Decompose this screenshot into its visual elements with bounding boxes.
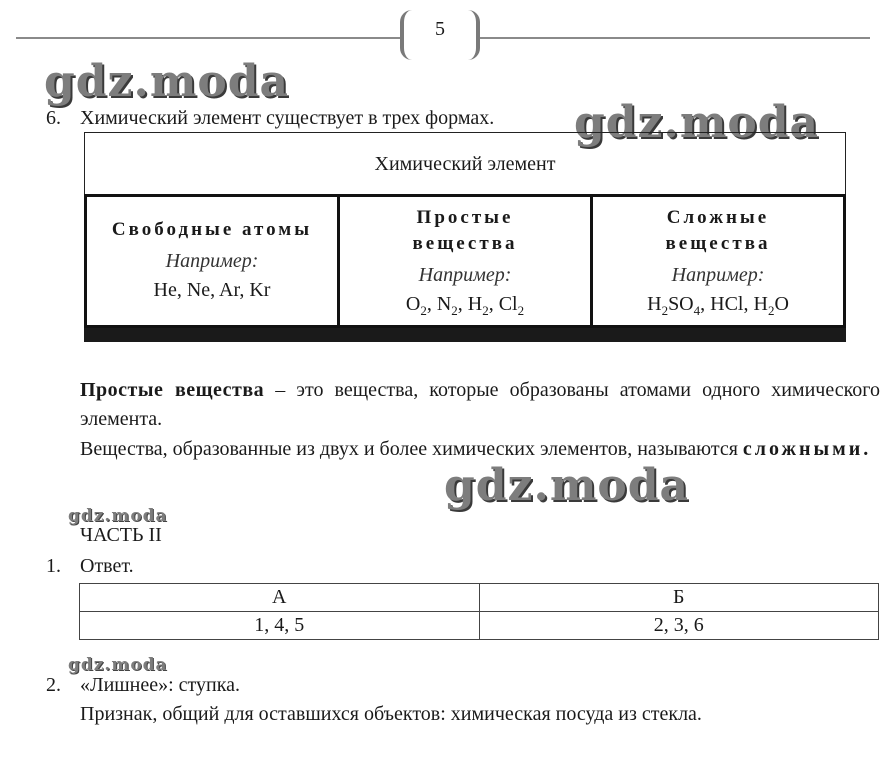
watermark: gdz.moda <box>44 56 290 107</box>
header-rule-right <box>480 37 870 39</box>
definition-simple: Простые вещества – это вещества, которые образованы атомами одного химического элемента. <box>80 379 880 430</box>
scheme-bottom-bar <box>84 328 846 342</box>
watermark: gdz.moda <box>574 97 820 148</box>
cell-example-label: Например: <box>165 250 259 272</box>
definition-complex: Вещества, образованные из двух и более химических элементов, называются сложными. <box>80 438 872 460</box>
watermark: gdz.moda <box>68 506 168 526</box>
term-complex: сложными. <box>742 438 872 460</box>
cell-example-label: Например: <box>418 264 512 286</box>
cell-heading: Простые <box>416 207 514 228</box>
question-text: Ответ. <box>80 555 134 577</box>
header-rule-left <box>16 37 400 39</box>
term-simple: Простые вещества <box>80 379 265 401</box>
page-number: 5 <box>435 18 445 40</box>
item-text: Химический элемент существует в трех формах. <box>80 107 495 129</box>
scheme-title: Химический элемент <box>84 132 846 194</box>
table-cell: 1, 4, 5 <box>80 612 480 640</box>
cell-heading: Сложные <box>666 207 770 228</box>
item-number: 6. <box>46 107 61 129</box>
cell-heading: вещества <box>412 233 518 254</box>
cell-example-value: $H_2SO_4$, HCl, $H_2O$ <box>647 293 789 318</box>
scheme-forms <box>84 194 846 328</box>
table-header-b: Б <box>479 584 879 612</box>
watermark: gdz.moda <box>68 655 168 675</box>
question-number: 2. <box>46 674 61 696</box>
question-number: 1. <box>46 555 61 577</box>
cell-heading: вещества <box>665 233 771 254</box>
answer-table <box>79 583 879 640</box>
cell-example-label: Например: <box>671 264 765 286</box>
part-title: ЧАСТЬ II <box>80 524 162 546</box>
table-header-a: А <box>80 584 480 612</box>
cell-example-value: $O_2$, $N_2$, $H_2$, $Cl_2$ <box>405 293 525 318</box>
scheme-cell-simple <box>337 197 590 325</box>
table-row <box>80 612 879 640</box>
scheme-cell-complex <box>590 197 843 325</box>
watermark: gdz.moda <box>444 460 690 511</box>
question-detail: Признак, общий для оставшихся объектов: химическая посуда из стекла. <box>80 703 702 725</box>
cell-heading: Свободные атомы <box>111 219 313 240</box>
cell-example-value: He, Ne, Ar, Kr <box>153 279 271 301</box>
table-row <box>80 584 879 612</box>
question-text: «Лишнее»: ступка. <box>80 674 241 696</box>
table-cell: 2, 3, 6 <box>479 612 879 640</box>
scheme-cell-free-atoms <box>87 197 337 325</box>
